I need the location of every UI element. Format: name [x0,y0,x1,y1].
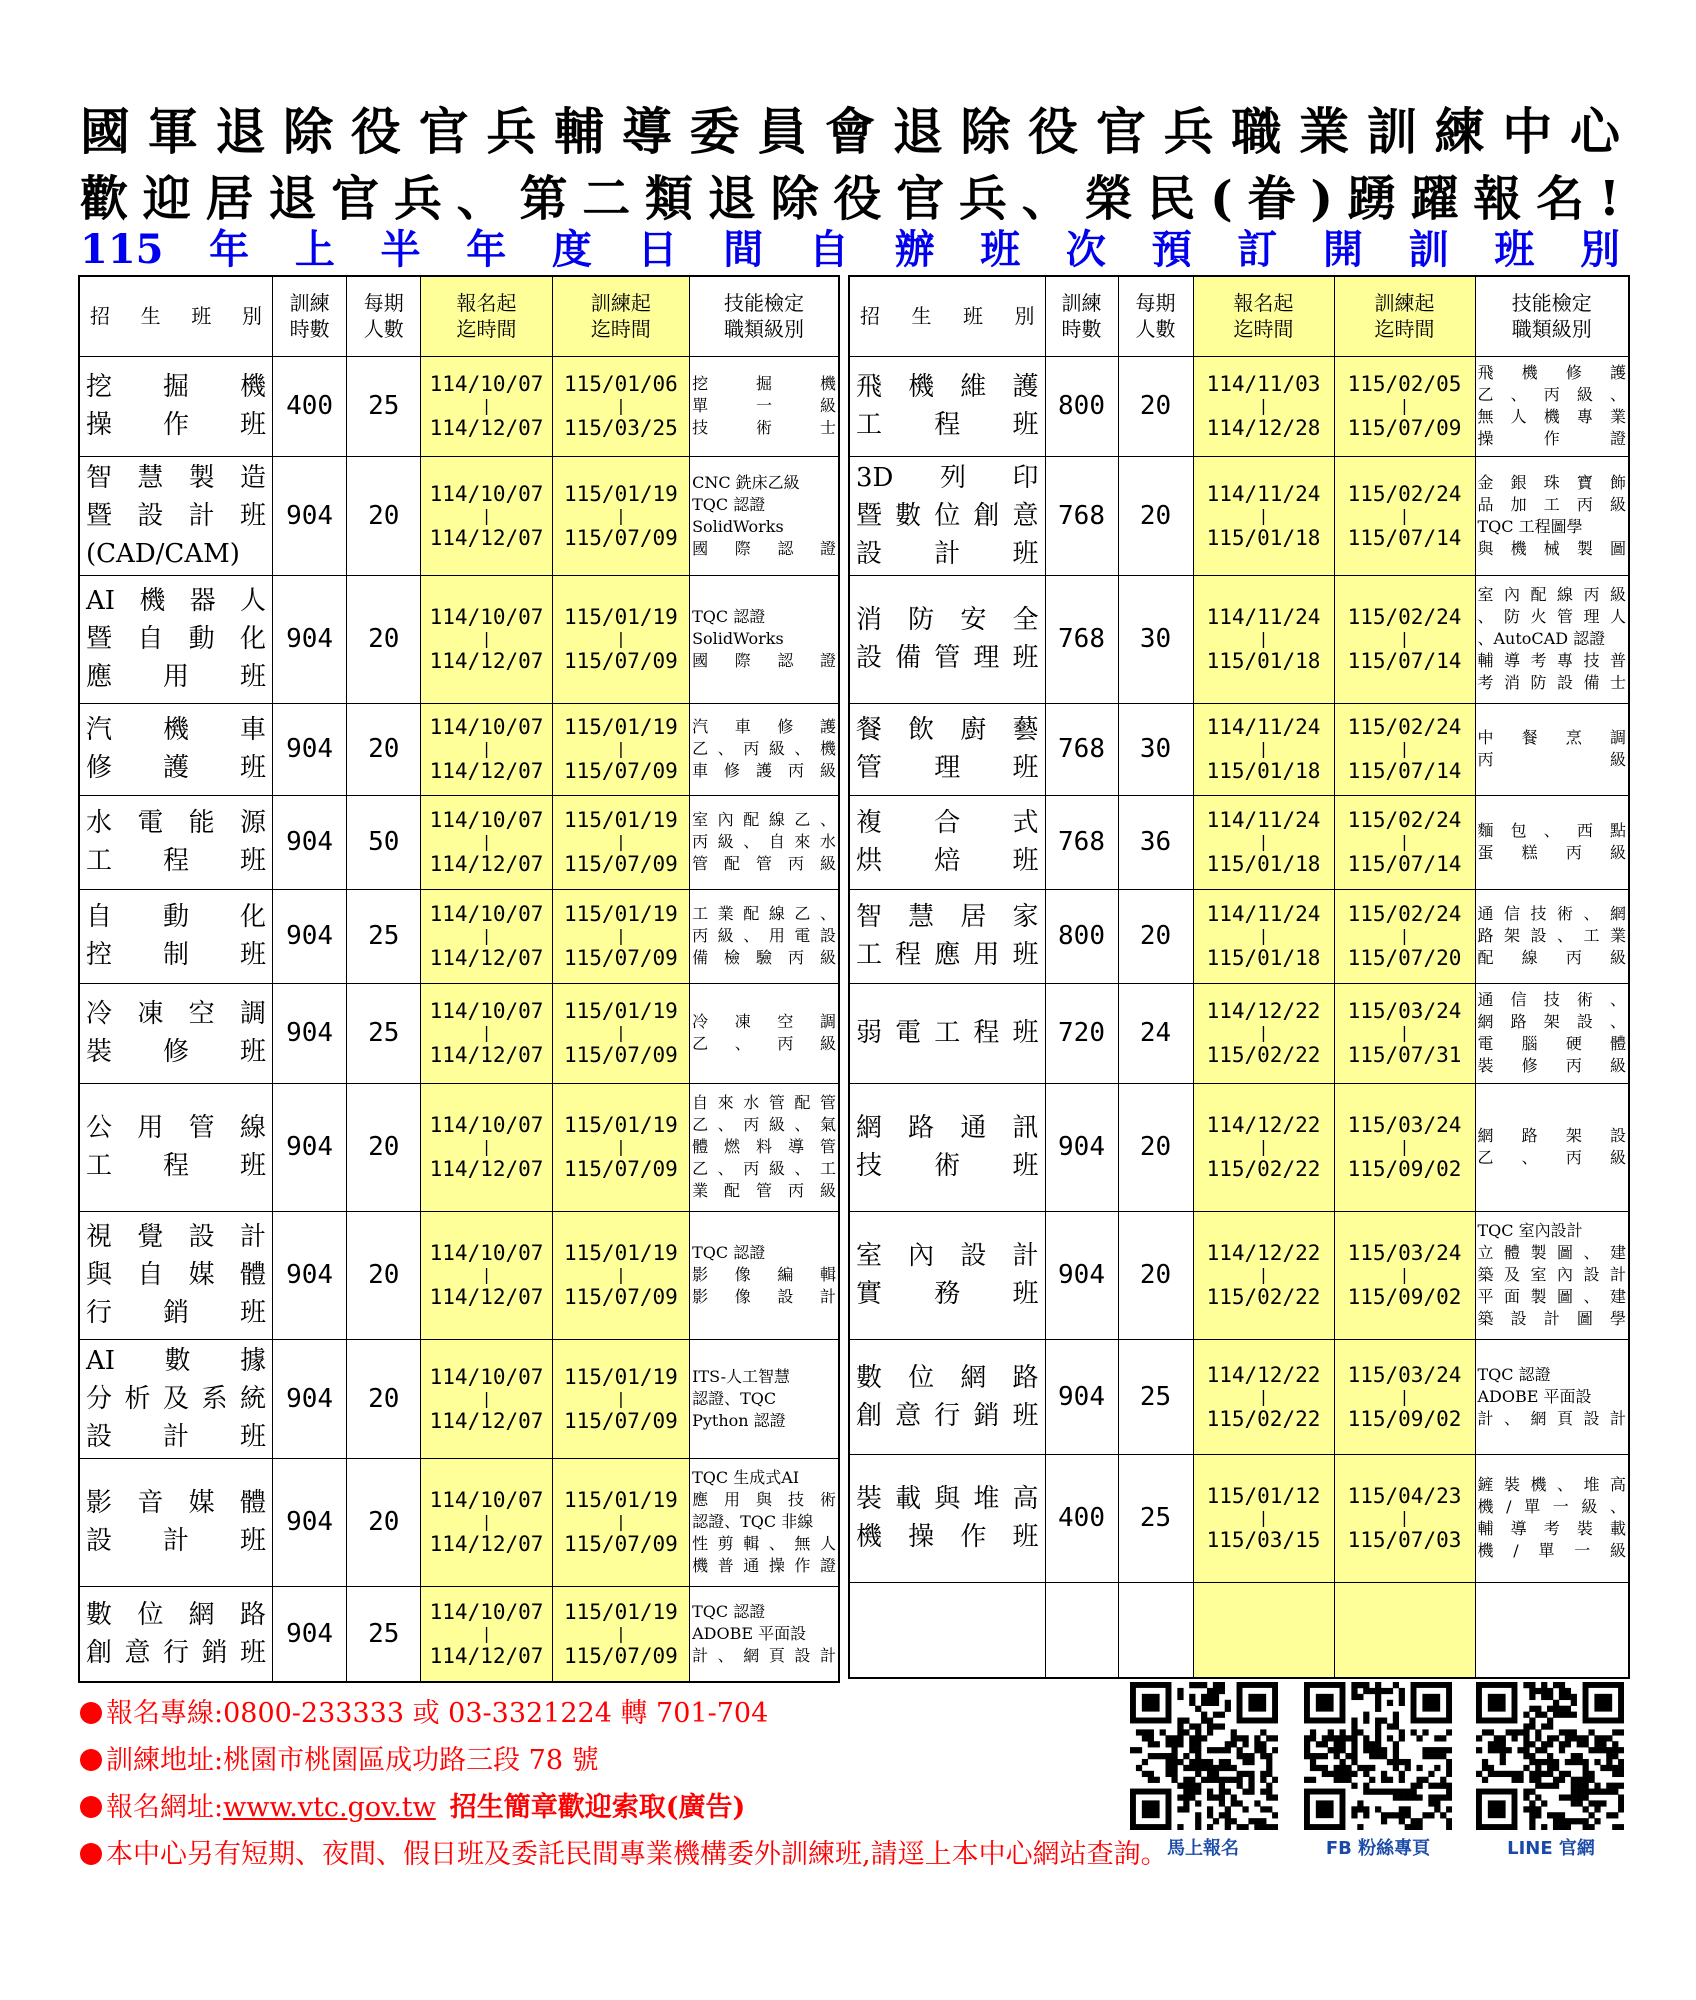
qr-label-register: 馬上報名 [1167,1838,1239,1859]
range-separator: | [1399,832,1410,851]
column-header-hours: 訓練 時數 [273,276,347,356]
training-period: 115/02/24 | 115/07/14 [1334,575,1475,703]
bullet-icon [80,1843,102,1865]
table-row [849,1454,1629,1582]
registration-period: 114/10/07 | 114/12/07 [421,1339,552,1458]
column-header-registration: 報名起 迄時間 [421,276,552,356]
class-name: 餐飲廚藝 管理班 [849,703,1045,795]
table-row [849,1339,1629,1454]
class-name: 複合式 烘焙班 [849,795,1045,889]
training-period: 115/03/24 | 115/09/02 [1334,1211,1475,1339]
website-link[interactable]: www.vtc.gov.tw [223,1792,436,1823]
people-per-term: 24 [1118,983,1193,1083]
range-separator: | [481,739,492,758]
range-separator: | [616,739,626,758]
range-separator: | [1258,1508,1269,1527]
class-name: 裝載與堆高 機操作班 [849,1454,1045,1582]
people-per-term: 20 [347,1458,421,1586]
range-separator: | [616,1265,626,1284]
class-name: 汽機車 修護班 [79,703,273,795]
table-row [849,795,1629,889]
range-separator: | [481,505,492,525]
skill-certification: 通信技術、網 路架設、工業 配線丙級 [1475,889,1629,983]
registration-period: 114/10/07 | 114/12/07 [421,1458,552,1586]
people-per-term: 20 [1118,1211,1193,1339]
range-separator: | [481,1265,492,1284]
registration-period: 114/12/22 | 115/02/22 [1193,983,1334,1083]
training-period: 115/02/24 | 115/07/14 [1334,456,1475,575]
skill-certification: TQC 認證 ADOBE 平面設 計、網頁設計 [690,1586,839,1682]
skill-certification: ITS-人工智慧 認證、TQC Python 認證 [690,1339,839,1458]
class-name: 消防安全 設備管理班 [849,575,1045,703]
table-row [79,356,839,456]
skill-certification: 鏟裝機、堆高 機/單一級、 輔導考裝載 機/單一級 [1475,1454,1629,1582]
class-name: 弱電工程班 [849,983,1045,1083]
registration-period: 114/10/07 | 114/12/07 [421,703,552,795]
table-row [849,456,1629,575]
range-separator: | [616,629,626,648]
training-hours: 904 [1045,1339,1118,1454]
registration-period: 114/12/22 | 115/02/22 [1193,1083,1334,1211]
class-name: 自動化 控制班 [79,889,273,983]
training-period: 115/01/06 | 115/03/25 [552,356,689,456]
class-name: 飛機維護 工程班 [849,356,1045,456]
range-separator: | [481,1512,492,1531]
training-period: 115/01/19 | 115/07/09 [552,456,689,575]
table-row [79,795,839,889]
skill-certification: 挖掘機 單一級 技術士 [690,356,839,456]
range-separator: | [1258,1265,1269,1284]
qr-code-icon[interactable] [1130,1682,1278,1830]
range-separator: | [1399,1137,1410,1156]
training-hours: 800 [1045,356,1118,456]
range-separator: | [616,1137,626,1156]
training-hours: 904 [273,1458,347,1586]
people-per-term: 20 [1118,889,1193,983]
training-period: 115/02/24 | 115/07/20 [1334,889,1475,983]
page-subtitle: 歡迎居退官兵、第二類退除役官兵、榮民(眷)踴躍報名! [80,171,1620,227]
range-separator: | [481,926,492,945]
training-period: 115/02/24 | 115/07/14 [1334,795,1475,889]
table-row [79,1586,839,1682]
class-name: 3D列印 暨數位創意 設計班 [849,456,1045,575]
range-separator: | [1399,505,1410,525]
people-per-term: 20 [347,575,421,703]
registration-period: 114/11/24 | 115/01/18 [1193,456,1334,575]
training-hours: 904 [273,795,347,889]
people-per-term: 20 [347,1083,421,1211]
range-separator: | [1399,926,1410,945]
range-separator: | [616,926,626,945]
class-name: 挖掘機 操作班 [79,356,273,456]
training-period: 115/01/19 | 115/07/09 [552,1586,689,1682]
training-period: 115/03/24 | 115/09/02 [1334,1083,1475,1211]
registration-period: 114/10/07 | 114/12/07 [421,1586,552,1682]
registration-period: 114/10/07 | 114/12/07 [421,1211,552,1339]
qr-code-icon[interactable] [1304,1682,1452,1830]
registration-period: 114/10/07 | 114/12/07 [421,795,552,889]
training-period: 115/01/19 | 115/07/09 [552,703,689,795]
people-per-term: 25 [1118,1339,1193,1454]
column-header-skill: 技能檢定 職類級別 [1475,276,1629,356]
empty-cell [1118,1582,1193,1678]
table-row [79,1211,839,1339]
class-name: 公用管線 工程班 [79,1083,273,1211]
range-separator: | [616,1023,626,1042]
table-row [849,575,1629,703]
table-row [79,1083,839,1211]
column-header-registration: 報名起 迄時間 [1193,276,1334,356]
range-separator: | [1258,505,1269,525]
training-period: 115/04/23 | 115/07/03 [1334,1454,1475,1582]
training-period: 115/01/19 | 115/07/09 [552,575,689,703]
table-row [849,703,1629,795]
registration-period: 115/01/12 | 115/03/15 [1193,1454,1334,1582]
range-separator: | [1258,832,1269,851]
class-name: 室內設計 實務班 [849,1211,1045,1339]
registration-period: 114/11/24 | 115/01/18 [1193,575,1334,703]
training-hours: 904 [273,1586,347,1682]
skill-certification: TQC 認證 影像編輯 影像設計 [690,1211,839,1339]
table-row [79,889,839,983]
footer-address: 訓練地址:桃園市桃園區成功路三段 78 號 [80,1744,599,1778]
registration-period: 114/11/03 | 114/12/28 [1193,356,1334,456]
range-separator: | [1399,629,1410,648]
class-name: 冷凍空調 裝修班 [79,983,273,1083]
skill-certification: TQC 生成式AI 應用與技術 認證、TQC 非線 性剪輯、無人 機普通操作證 [690,1458,839,1586]
range-separator: | [616,1512,626,1531]
footer-website: 報名網址:www.vtc.gov.tw 招生簡章歡迎索取(廣告) [80,1791,745,1825]
table-row [849,1083,1629,1211]
table-row [79,1458,839,1586]
training-hours: 904 [273,889,347,983]
training-hours: 800 [1045,889,1118,983]
class-name: AI機器人 暨自動化 應用班 [79,575,273,703]
range-separator: | [616,832,626,851]
schedule-table-left [78,275,840,1683]
table-row [79,575,839,703]
registration-period: 114/11/24 | 115/01/18 [1193,703,1334,795]
training-hours: 904 [273,1211,347,1339]
skill-certification: 自來水管配管 乙、丙級、氣 體燃料導管 乙、丙級、工 業配管丙級 [690,1083,839,1211]
training-period: 115/02/24 | 115/07/14 [1334,703,1475,795]
registration-period: 114/10/07 | 114/12/07 [421,1083,552,1211]
table-row [79,703,839,795]
registration-period: 114/11/24 | 115/01/18 [1193,889,1334,983]
range-separator: | [1258,739,1269,758]
class-name: 智慧居家 工程應用班 [849,889,1045,983]
schedule-table-right [848,275,1630,1679]
skill-certification: 室內配線乙、 丙級、自來水 管配管丙級 [690,795,839,889]
people-per-term: 25 [347,1586,421,1682]
skill-certification: TQC 認證 SolidWorks 國際認證 [690,575,839,703]
range-separator: | [1258,629,1269,648]
people-per-term: 20 [1118,1083,1193,1211]
empty-cell [1193,1582,1334,1678]
range-separator: | [1258,1023,1269,1042]
people-per-term: 20 [1118,356,1193,456]
training-period: 115/02/05 | 115/07/09 [1334,356,1475,456]
training-hours: 904 [273,983,347,1083]
class-name: 數位網路 創意行銷班 [849,1339,1045,1454]
people-per-term: 25 [347,983,421,1083]
range-separator: | [1399,396,1410,415]
range-separator: | [616,1388,626,1408]
range-separator: | [481,1137,492,1156]
skill-certification: TQC 室內設計 立體製圖、建 築及室內設計 平面製圖、建 築設計圖學 [1475,1211,1629,1339]
column-header-training: 訓練起 迄時間 [552,276,689,356]
range-separator: | [481,1023,492,1042]
people-per-term: 20 [347,1211,421,1339]
empty-cell [849,1582,1045,1678]
people-per-term: 20 [347,456,421,575]
range-separator: | [616,505,626,525]
column-header-people: 每期 人數 [347,276,421,356]
range-separator: | [1258,1386,1269,1406]
range-separator: | [1399,739,1410,758]
people-per-term: 36 [1118,795,1193,889]
range-separator: | [1258,396,1269,415]
registration-period: 114/12/22 | 115/02/22 [1193,1339,1334,1454]
people-per-term: 25 [347,889,421,983]
training-hours: 904 [273,1339,347,1458]
skill-certification: 室內配線丙級 、防火管理人 、AutoCAD 認證 輔導考專技普 考消防設備士 [1475,575,1629,703]
registration-period: 114/10/07 | 114/12/07 [421,356,552,456]
people-per-term: 20 [347,703,421,795]
skill-certification: 汽車修護 乙、丙級、機 車修護丙級 [690,703,839,795]
training-hours: 768 [1045,456,1118,575]
class-name: 智慧製造 暨設計班 (CAD/CAM) [79,456,273,575]
schedule-heading: 115年上半年度日間自辦班次預訂開訓班別 [80,226,1620,273]
column-header-name: 招 生 班 別 [79,276,273,356]
training-hours: 904 [273,1083,347,1211]
training-period: 115/01/19 | 115/07/09 [552,1083,689,1211]
table-row [849,356,1629,456]
range-separator: | [616,396,626,415]
people-per-term: 25 [1118,1454,1193,1582]
registration-period: 114/10/07 | 114/12/07 [421,575,552,703]
range-separator: | [1258,1137,1269,1156]
skill-certification: 通信技術、 網路架設、 電腦硬體 裝修丙級 [1475,983,1629,1083]
class-name: 視覺設計 與自媒體 行銷班 [79,1211,273,1339]
training-hours: 400 [1045,1454,1118,1582]
page-title: 國軍退除役官兵輔導委員會退除役官兵職業訓練中心 [80,102,1620,161]
training-period: 115/01/19 | 115/07/09 [552,983,689,1083]
registration-period: 114/10/07 | 114/12/07 [421,983,552,1083]
skill-certification: 工業配線乙、 丙級、用電設 備檢驗丙級 [690,889,839,983]
bullet-icon [80,1796,102,1818]
column-header-hours: 訓練 時數 [1045,276,1118,356]
people-per-term: 20 [1118,456,1193,575]
skill-certification: CNC 銑床乙級 TQC 認證 SolidWorks 國際認證 [690,456,839,575]
people-per-term: 30 [1118,575,1193,703]
empty-cell [1045,1582,1118,1678]
range-separator: | [481,1388,492,1408]
range-separator: | [481,832,492,851]
registration-period: 114/10/07 | 114/12/07 [421,889,552,983]
bullet-icon [80,1702,102,1724]
people-per-term: 50 [347,795,421,889]
table-row [79,1339,839,1458]
table-row [849,983,1629,1083]
training-hours: 720 [1045,983,1118,1083]
range-separator: | [481,396,492,415]
range-separator: | [481,629,492,648]
training-hours: 904 [1045,1083,1118,1211]
registration-period: 114/11/24 | 115/01/18 [1193,795,1334,889]
empty-cell [1334,1582,1475,1678]
range-separator: | [1399,1265,1410,1284]
registration-period: 114/12/22 | 115/02/22 [1193,1211,1334,1339]
training-period: 115/01/19 | 115/07/09 [552,1339,689,1458]
class-name: 數位網路 創意行銷班 [79,1586,273,1682]
range-separator: | [1258,926,1269,945]
table-row [849,889,1629,983]
people-per-term: 25 [347,356,421,456]
empty-cell [1475,1582,1629,1678]
class-name: AI數據 分析及系統 設計班 [79,1339,273,1458]
footer-note: 本中心另有短期、夜間、假日班及委託民間專業機構委外訓練班,請逕上本中心網站查詢。 [80,1838,1168,1872]
training-hours: 904 [273,575,347,703]
class-name: 網路通訊 技術班 [849,1083,1045,1211]
table-row [79,456,839,575]
column-header-people: 每期 人數 [1118,276,1193,356]
training-hours: 904 [273,703,347,795]
range-separator: | [616,1623,626,1643]
skill-certification: 金銀珠寶飾 品加工丙級 TQC 工程圖學 與機械製圖 [1475,456,1629,575]
people-per-term: 30 [1118,703,1193,795]
training-period: 115/01/19 | 115/07/09 [552,795,689,889]
bullet-icon [80,1749,102,1771]
range-separator: | [1399,1508,1410,1527]
training-period: 115/03/24 | 115/09/02 [1334,1339,1475,1454]
skill-certification: 麵包、西點 蛋糕丙級 [1475,795,1629,889]
training-period: 115/01/19 | 115/07/09 [552,1458,689,1586]
qr-code-icon[interactable] [1476,1682,1624,1830]
table-row [79,983,839,1083]
table-row [849,1211,1629,1339]
column-header-name: 招 生 班 別 [849,276,1045,356]
training-period: 115/03/24 | 115/07/31 [1334,983,1475,1083]
column-header-skill: 技能檢定 職類級別 [690,276,839,356]
skill-certification: 飛機修護 乙、丙級、 無人機專業 操作證 [1475,356,1629,456]
training-period: 115/01/19 | 115/07/09 [552,889,689,983]
people-per-term: 20 [347,1339,421,1458]
registration-period: 114/10/07 | 114/12/07 [421,456,552,575]
training-hours: 768 [1045,795,1118,889]
empty-row [849,1582,1629,1678]
training-hours: 400 [273,356,347,456]
training-hours: 768 [1045,703,1118,795]
class-name: 影音媒體 設計班 [79,1458,273,1586]
training-hours: 904 [1045,1211,1118,1339]
skill-certification: 中餐烹調 丙級 [1475,703,1629,795]
range-separator: | [1399,1386,1410,1406]
skill-certification: 網路架設 乙、丙級 [1475,1083,1629,1211]
column-header-training: 訓練起 迄時間 [1334,276,1475,356]
class-name: 水電能源 工程班 [79,795,273,889]
footer-hotline: 報名專線:0800-233333 或 03-3321224 轉 701-704 [80,1697,768,1731]
range-separator: | [481,1623,492,1643]
range-separator: | [1399,1023,1410,1042]
skill-certification: TQC 認證 ADOBE 平面設 計、網頁設計 [1475,1339,1629,1454]
qr-label-line: LINE 官網 [1507,1838,1595,1859]
training-hours: 768 [1045,575,1118,703]
qr-label-facebook: FB 粉絲專頁 [1325,1838,1431,1859]
skill-certification: 冷凍空調 乙、丙級 [690,983,839,1083]
training-period: 115/01/19 | 115/07/09 [552,1211,689,1339]
training-hours: 904 [273,456,347,575]
